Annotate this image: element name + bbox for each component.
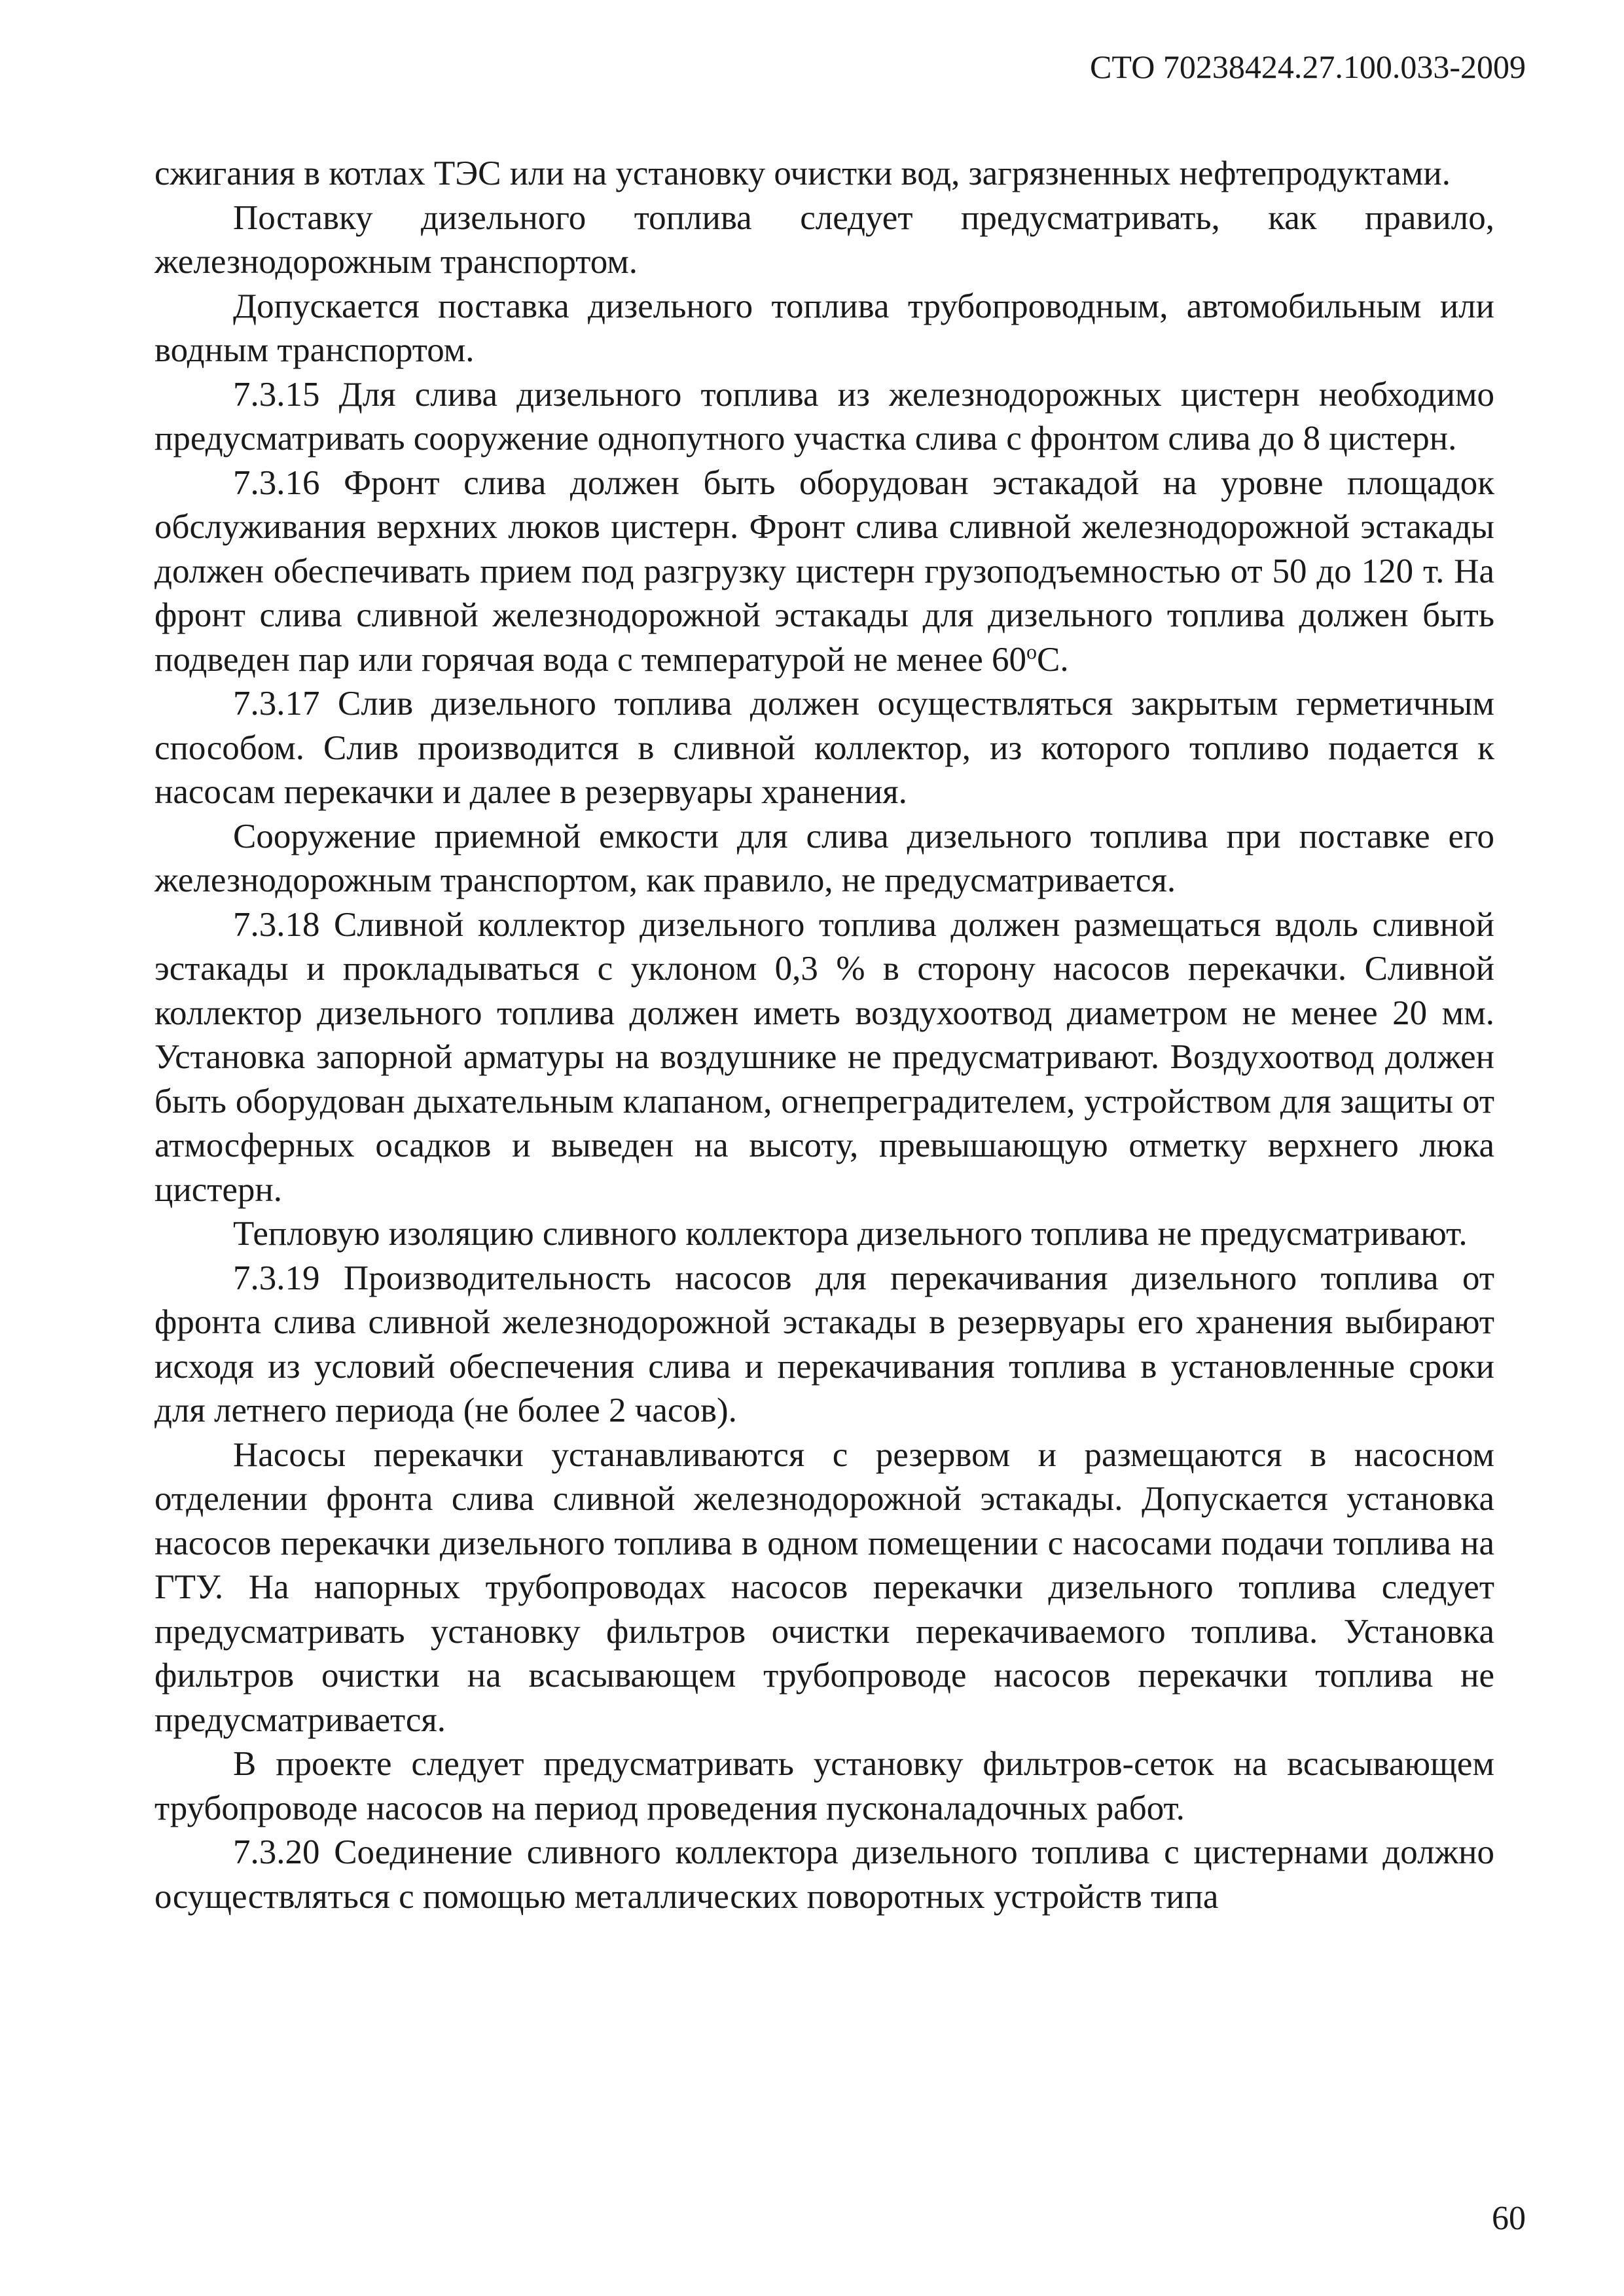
paragraph-receiving-tank: Сооружение приемной емкости для слива дизельного топлива при поставке его железнодорожным транспортом, как правило, не предусматривается. [154,817,1494,899]
paragraph-7-3-15: 7.3.15 Для слива дизельного топлива из железнодорожных цистерн необходимо предусматривать сооружение однопутного участка слива с фронтом слива до 8 цистерн. [154,375,1494,457]
paragraph-7-3-16-unit: С. [1036,640,1069,679]
paragraph-transfer-pumps: Насосы перекачки устанавливаются с резервом и размещаются в насосном отделении фронта слива сливной железнодорожной эстакады. Допускается установка насосов перекачки дизельного топлива в одном помещении с насосами подачи топлива на ГТУ. На напорных трубопроводах насосов перекачки дизельного топлива следует предусматривать установку фильтров очистки перекачиваемого топлива. Установка фильтров очистки на всасывающем трубопроводе насосов перекачки топлива не предусматривается. [154,1435,1494,1739]
paragraph-7-3-17: 7.3.17 Слив дизельного топлива должен осуществляться закрытым герметичным способом. Слив производится в сливной коллектор, из которого топливо подается к насосам перекачки и далее в резервуары хранения. [154,685,1494,811]
paragraph-7-3-16 [154,461,1494,683]
paragraph-7-3-20: 7.3.20 Соединение сливного коллектора дизельного топлива с цистернами должно осуществляться с помощью металлических поворотных устройств типа [154,1833,1494,1916]
paragraph-thermal-insulation: Тепловую изоляцию сливного коллектора дизельного топлива не предусматривают. [233,1215,1468,1253]
document-body [154,152,1494,1919]
page-number: 60 [1492,2200,1526,2237]
paragraph-7-3-18: 7.3.18 Сливной коллектор дизельного топлива должен размещаться вдоль сливной эстакады и прокладываться с уклоном 0,3 % в сторону насосов перекачки. Сливной коллектор дизельного топлива должен иметь воздухоотвод диаметром не менее 20 мм. Установка запорной арматуры на воздушнике не предусматривают. Воздухоотвод должен быть оборудован дыхательным клапаном, огнепреградителем, устройством для защиты от атмосферных осадков и выведен на высоту, превышающую отметку верхнего люка цистерн. [154,905,1494,1209]
paragraph-filter-screens: В проекте следует предусматривать установку фильтров-сеток на всасывающем трубопроводе насосов на период проведения пусконаладочных работ. [154,1745,1494,1827]
document-code-header: СТО 70238424.27.100.033-2009 [1090,48,1526,85]
paragraph-7-3-16-text: 7.3.16 Фронт слива должен быть оборудован эстакадой на уровне площадок обслуживания верхних люков цистерн. Фронт слива сливной железнодорожной эстакады должен обеспечивать прием под разгрузку цистерн грузоподъемностью от 50 до 120 т. На фронт слива сливной железнодорожной эстакады для дизельного топлива должен быть подведен пар или горячая вода с температурой не менее 60 [154,463,1494,679]
paragraph-7-3-19: 7.3.19 Производительность насосов для перекачивания дизельного топлива от фронта слива сливной железнодорожной эстакады в резервуары его хранения выбирают исходя из условий обеспечения слива и перекачивания топлива в установленные сроки для летнего периода (не более 2 часов). [154,1259,1494,1429]
degree-superscript: о [1026,639,1037,663]
paragraph-diesel-supply-rail: Поставку дизельного топлива следует предусматривать, как правило, железнодорожным транспортом. [154,198,1494,281]
paragraph-continuation: сжигания в котлах ТЭС или на установку очистки вод, загрязненных нефтепродуктами. [154,154,1451,192]
paragraph-diesel-supply-alternatives: Допускается поставка дизельного топлива трубопроводным, автомобильным или водным транспортом. [154,287,1494,369]
